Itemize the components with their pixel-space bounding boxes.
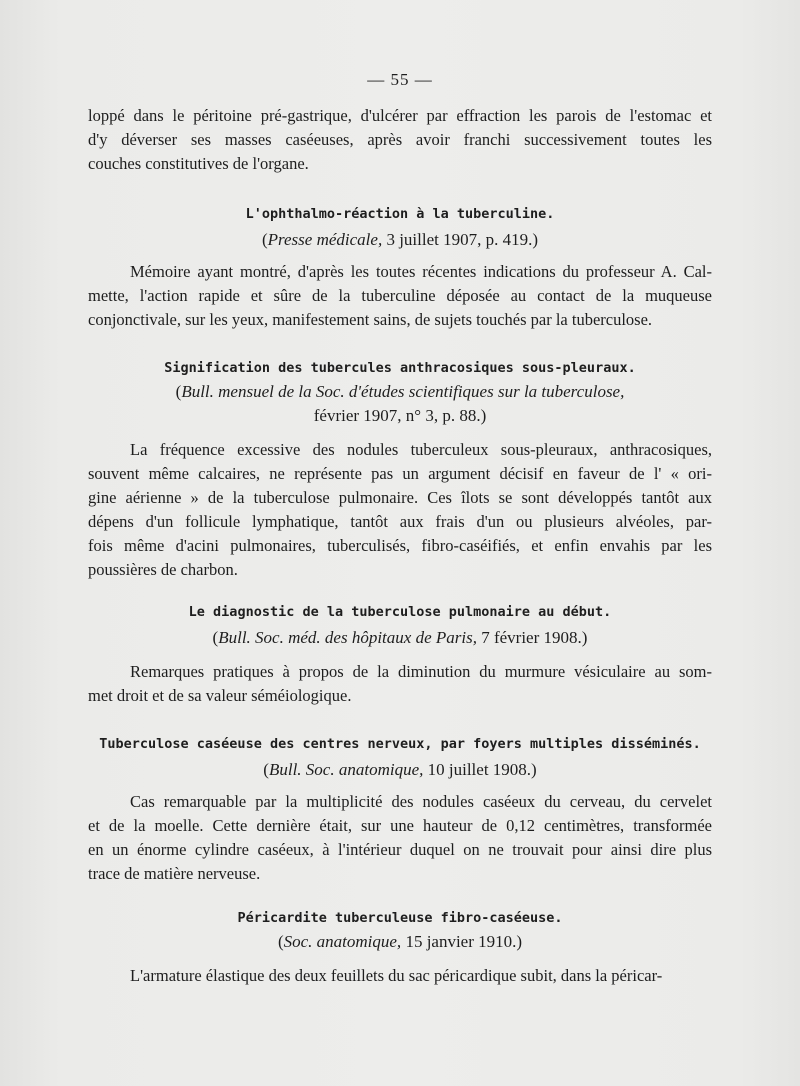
text-line: poussières de charbon. (88, 560, 238, 579)
text-line: et de la moelle. Cette dernière était, sur une hauteur de 0,12 centimètres, transformée (88, 816, 712, 835)
section-paragraph (88, 790, 712, 886)
text-line: Remarques pratiques à propos de la diminution du murmure vésiculaire au som- (130, 662, 712, 681)
section-reference (88, 228, 712, 252)
text-line: loppé dans le péritoine pré-gastrique, d'ulcérer par effraction les parois de l'estomac et (88, 106, 712, 125)
intro-paragraph (88, 104, 712, 176)
text-line: L'armature élastique des deux feuillets du sac péricardique subit, dans la péricar- (130, 966, 663, 985)
section-reference (88, 626, 712, 650)
text-line: souvent même calcaires, ne représente pas un argument décisif en faveur de l' « ori- (88, 464, 712, 483)
ref-source: Bull. Soc. anatomique, (268, 760, 424, 779)
ref-open: ( (212, 628, 219, 647)
ref-source: Soc. anatomique, (283, 932, 402, 951)
text-line: Cas remarquable par la multiplicité des nodules caséeux du cerveau, du cervelet (130, 792, 712, 811)
ref-open: ( (277, 932, 284, 951)
section-paragraph (88, 660, 712, 708)
ref-open: ( (263, 760, 269, 779)
text-line: mette, l'action rapide et sûre de la tuberculine déposée au contact de la muqueuse (88, 286, 712, 305)
ref-source: Presse médicale, (267, 230, 383, 249)
ref-open: ( (175, 382, 182, 401)
section-heading: Péricardite tuberculeuse fibro-caséeuse. (237, 910, 563, 926)
section-reference (88, 380, 712, 404)
text-line: couches constitutives de l'organe. (88, 154, 309, 173)
text-line: trace de matière nerveuse. (88, 864, 261, 883)
section-reference (88, 930, 712, 954)
ref-source: Bull. Soc. méd. des hôpitaux de Paris, (218, 628, 477, 647)
ref-date: 10 juillet 1908.) (423, 760, 537, 779)
section-heading: Tuberculose caséeuse des centres nerveux, par foyers multiples disséminés. (99, 736, 701, 752)
section-heading: L'ophthalmo-réaction à la tuberculine. (245, 206, 555, 222)
text-line: La fréquence excessive des nodules tuberculeux sous-pleuraux, anthracosiques, (130, 440, 712, 459)
ref-date: février 1907, n° 3, p. 88.) (313, 406, 487, 425)
section-reference (88, 758, 712, 782)
section-paragraph (88, 260, 712, 332)
text-line: d'y déverser ses masses caséeuses, après avoir franchi successivement toutes les (88, 130, 712, 149)
section-heading: Signification des tubercules anthracosiques sous-pleuraux. (164, 360, 636, 376)
ref-date: 7 février 1908.) (476, 628, 588, 647)
text-line: en un énorme cylindre caséeux, à l'intérieur duquel on ne trouvait pour ainsi dire plus (88, 840, 712, 859)
ref-date: 3 juillet 1907, p. 419.) (382, 230, 539, 249)
text-line: fois même d'acini pulmonaires, tuberculisés, fibro-caséifiés, et enfin envahis par les (88, 536, 712, 555)
ref-date: 15 janvier 1910.) (401, 932, 523, 951)
text-line: dépens d'un follicule lymphatique, tantôt aux frais d'un ou plusieurs alvéoles, par- (88, 512, 712, 531)
text-line: gine aérienne » de la tuberculose pulmonaire. Ces îlots se sont développés tantôt aux (88, 488, 712, 507)
page-number: — 55 — (367, 70, 433, 89)
text-line: met droit et de sa valeur séméiologique. (88, 686, 352, 705)
section-paragraph (88, 964, 712, 988)
text-line: conjonctivale, sur les yeux, manifestement sains, de sujets touchés par la tuberculose. (88, 310, 653, 329)
section-reference-cont (88, 404, 712, 428)
ref-open: ( (261, 230, 268, 249)
section-paragraph (88, 438, 712, 582)
section-heading: Le diagnostic de la tuberculose pulmonaire au début. (188, 604, 612, 620)
ref-source: Bull. mensuel de la Soc. d'études scientifiques sur la tuberculose, (181, 382, 625, 401)
text-line: Mémoire ayant montré, d'après les toutes récentes indications du professeur A. Cal- (130, 262, 712, 281)
